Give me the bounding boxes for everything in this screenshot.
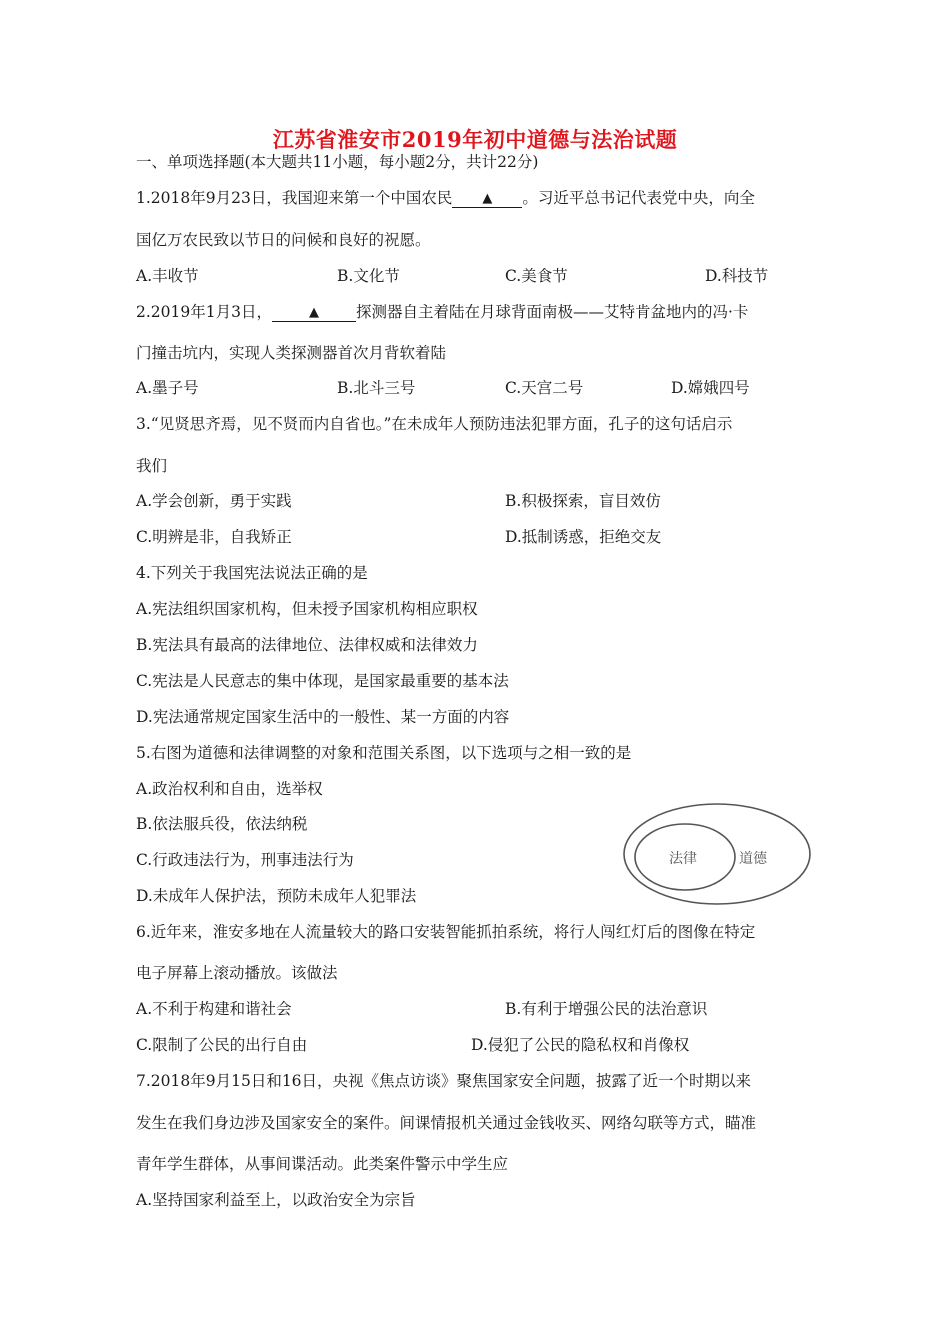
question-6-line-1: 6.近年来，淮安多地在人流量较大的路口安装智能抓拍系统，将行人闯红灯后的图像在特定: [136, 923, 756, 941]
question-2-text-cont: 探测器自主着陆在月球背面南极——艾特肯盆地内的冯·卡: [355, 303, 749, 321]
question-1-text-cont: 。习近平总书记代表党中央，向全: [522, 189, 755, 207]
q4-option-b: B.宪法具有最高的法律地位、法律权威和法律效力: [136, 636, 478, 654]
q3-option-a: A.学会创新，勇于实践: [136, 492, 292, 510]
q4-option-c: C.宪法是人民意志的集中体现，是国家最重要的基本法: [136, 672, 509, 690]
q5-option-d: D.未成年人保护法，预防未成年人犯罪法: [136, 887, 417, 905]
q6-option-a: A.不利于构建和谐社会: [136, 1000, 292, 1018]
question-6-line-2: 电子屏幕上滚动播放。该做法: [136, 964, 338, 982]
q1-option-d: D.科技节: [705, 267, 769, 285]
q4-option-a: A.宪法组织国家机构，但未授予国家机构相应职权: [136, 600, 478, 618]
q6-option-d: D.侵犯了公民的隐私权和肖像权: [471, 1036, 690, 1054]
triangle-marker: ▲: [308, 305, 319, 320]
q6-option-b: B.有利于增强公民的法治意识: [505, 1000, 708, 1018]
q1-option-c: C.美食节: [505, 267, 568, 285]
question-3-line-2: 我们: [136, 457, 168, 475]
law-morality-diagram: [622, 801, 812, 907]
q1-option-a: A.丰收节: [136, 267, 199, 285]
q7-option-a: A.坚持国家利益至上，以政治安全为宗旨: [136, 1191, 416, 1209]
q4-option-d: D.宪法通常规定国家生活中的一般性、某一方面的内容: [136, 708, 510, 726]
question-3-line-1: 3.“见贤思齐焉，见不贤而内自省也。”在未成年人预防违法犯罪方面，孔子的这句话启示: [136, 415, 733, 433]
q5-option-c: C.行政违法行为，刑事违法行为: [136, 851, 354, 869]
question-2-line-2: 门撞击坑内，实现人类探测器首次月背软着陆: [136, 344, 447, 362]
q3-option-c: C.明辨是非，自我矫正: [136, 528, 292, 546]
section-heading: 一、单项选择题(本大题共11小题，每小题2分，共计22分): [136, 153, 539, 171]
q5-option-b: B.依法服兵役，依法纳税: [136, 815, 308, 833]
q2-option-d: D.嫦娥四号: [671, 379, 750, 397]
q3-option-b: B.积极探索，盲目效仿: [505, 492, 661, 510]
exam-title: 江苏省淮安市2019年初中道德与法治试题: [272, 127, 678, 152]
question-7-line-2: 发生在我们身边涉及国家安全的案件。间课情报机关通过金钱收买、网络勾联等方式，瞄准: [136, 1114, 757, 1132]
question-5-line-1: 5.右图为道德和法律调整的对象和范围关系图，以下选项与之相一致的是: [136, 744, 632, 762]
triangle-marker: ▲: [482, 191, 493, 206]
question-7-line-3: 青年学生群体，从事间谍活动。此类案件警示中学生应: [136, 1155, 509, 1173]
outer-label-morality: 道德: [739, 851, 767, 867]
question-4-line-1: 4.下列关于我国宪法说法正确的是: [136, 564, 368, 582]
answer-blank: [272, 303, 356, 322]
inner-label-law: 法律: [669, 851, 697, 867]
q2-option-b: B.北斗三号: [337, 379, 416, 397]
question-1-line-1: [136, 188, 755, 208]
question-1-text: 1.2018年9月23日，我国迎来第一个中国农民: [136, 189, 453, 207]
question-7-line-1: 7.2018年9月15日和16日，央视《焦点访谈》聚焦国家安全问题，披露了近一个时期以来: [136, 1072, 752, 1090]
outer-ellipse-morality: [624, 804, 810, 904]
q5-option-a: A.政治权利和自由，选举权: [136, 780, 323, 798]
question-1-line-2: 国亿万农民致以节日的问候和良好的祝愿。: [136, 231, 431, 249]
q2-option-a: A.墨子号: [136, 379, 199, 397]
q2-option-c: C.天宫二号: [505, 379, 584, 397]
q3-option-d: D.抵制诱惑，拒绝交友: [505, 528, 662, 546]
answer-blank: [452, 189, 522, 208]
question-2-line-1: [136, 302, 748, 322]
q1-option-b: B.文化节: [337, 267, 400, 285]
q6-option-c: C.限制了公民的出行自由: [136, 1036, 308, 1054]
question-2-text: 2.2019年1月3日，: [136, 303, 272, 321]
